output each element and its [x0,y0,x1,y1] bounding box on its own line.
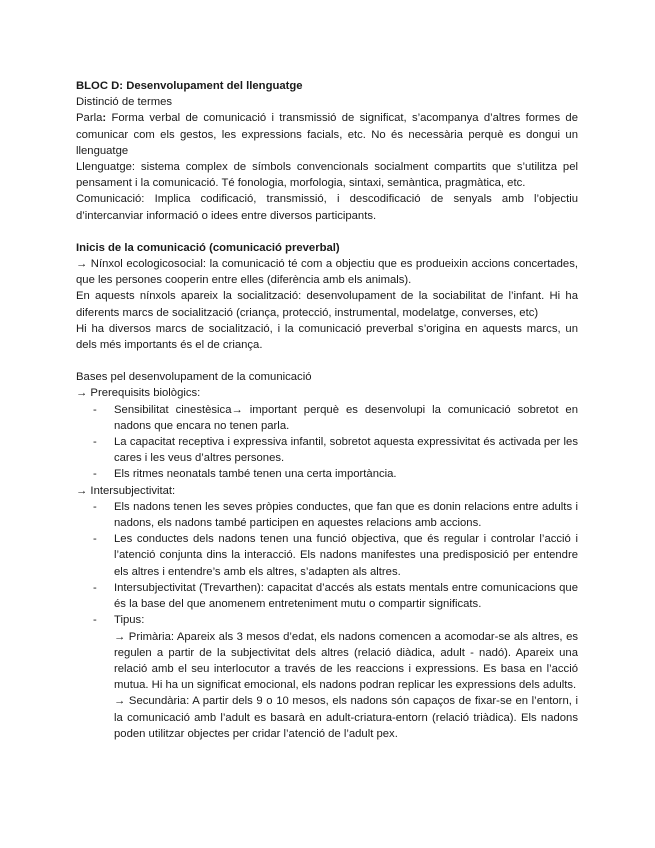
list-item: - Els nadons tenen les seves pròpies conductes, que fan que es donin relacions entre adults i nadons, els nadons també participen en aquestes relacions amb accions. [114,499,578,531]
parla-colon: : [102,112,107,125]
spacer [76,353,578,369]
list-item: - Intersubjectivitat (Trevarthen): capacitat d’accés als estats mentals entre comunicacions que és la base del que anomenem entreteniment mutu o compartir significats. [114,580,578,612]
heading-intersubjectivitat: → Intersubjectivitat: [76,484,176,497]
list-item: - Els ritmes neonatals també tenen una certa importància. [114,466,578,482]
heading-prerequisits: → Prerequisits biològics: [76,387,201,400]
document-body [76,78,578,742]
subheading-distincio: Distinció de termes [76,96,173,109]
tipus-secundaria: → Secundària: A partir dels 9 o 10 mesos, els nadons són capaços de fixar-se en l’entorn, i la comunicació amb l’adult es basarà en adult-criatura-entorn (relació triàdica). Els nadons poden utilitzar objectes per cridar l’atenció de l’adult pex. [114,695,578,740]
paragraph-parla [76,110,578,159]
page-title: BLOC D: Desenvolupament del llenguatge [76,80,303,92]
list-item: - Sensibilitat cinestèsica→ important perquè es desenvolupi la comunicació sobretot en nadons que encara no tenen parla. [114,402,578,434]
tipus-label: - Tipus: [114,614,145,627]
paragraph-comunicacio: Comunicació: Implica codificació, transmissió, i descodificació de senyals amb l’objectiu d’intercanviar informació o idees entre diversos participants. [76,193,578,222]
section-title-inicis: Inicis de la comunicació (comunicació preverbal) [76,241,340,254]
list-prerequisits [76,402,578,483]
section-title-bases: Bases pel desenvolupament de la comunicació [76,371,312,384]
spacer [76,224,578,240]
list-intersubjectivitat [76,499,578,742]
paragraph-diversos-marcs: Hi ha diversos marcs de socialització, i la comunicació preverbal s’origina en aquests marcs, un dels més importants és el de criança. [76,322,578,352]
paragraph-llenguatge: Llenguatge: sistema complex de símbols convencionals socialment compartits que s’utilitza pel pensament i la comunicació. Té fonologia, morfologia, sintaxi, semàntica, pragmàtica, etc. [76,161,578,190]
list-item-tipus [114,612,578,742]
parla-label: Parla [76,112,103,125]
parla-text: Forma verbal de comunicació i transmissió de significat, s’acompanya d’altres formes de comunicar com els gestos, les expressions facials, etc. No és necessària perquè es dongui un llenguatge [76,112,578,157]
list-item: - Les conductes dels nadons tenen una funció objectiva, que és regular i controlar l’acció i l’atenció conjunta dins la interacció. Els nadons manifestes una predisposició per entendre els altres i entendre’s amb els altres, s’adapten als altres. [114,531,578,580]
tipus-primaria: → Primària: Apareix als 3 mesos d’edat, els nadons comencen a acomodar-se als altres, es regulen a partir de la subjectivitat dels altres (relació diàdica, adult - nadó). Apareix una relació amb el seu interlocutor a través de les reaccions i expressions. Es basa en l’acció mutua. Hi ha un significat emocional, els nadons podran replicar les expressions dels adults. [114,630,578,692]
list-item: - La capacitat receptiva i expressiva infantil, sobretot aquesta expressivitat és activada per les cares i les veus d’altres persones. [114,434,578,466]
paragraph-ninxol: → Nínxol ecologicosocial: la comunicació té com a objectiu que es produeixin accions concertades, que les persones cooperin entre elles (diferència amb els animals). [76,258,578,287]
paragraph-aquests-ninxols: En aquests nínxols apareix la socialització: desenvolupament de la sociabilitat de l’infant. Hi ha diferents marcs de socialització (criança, protecció, instrumental, modelatge, converses, etc) [76,290,578,319]
